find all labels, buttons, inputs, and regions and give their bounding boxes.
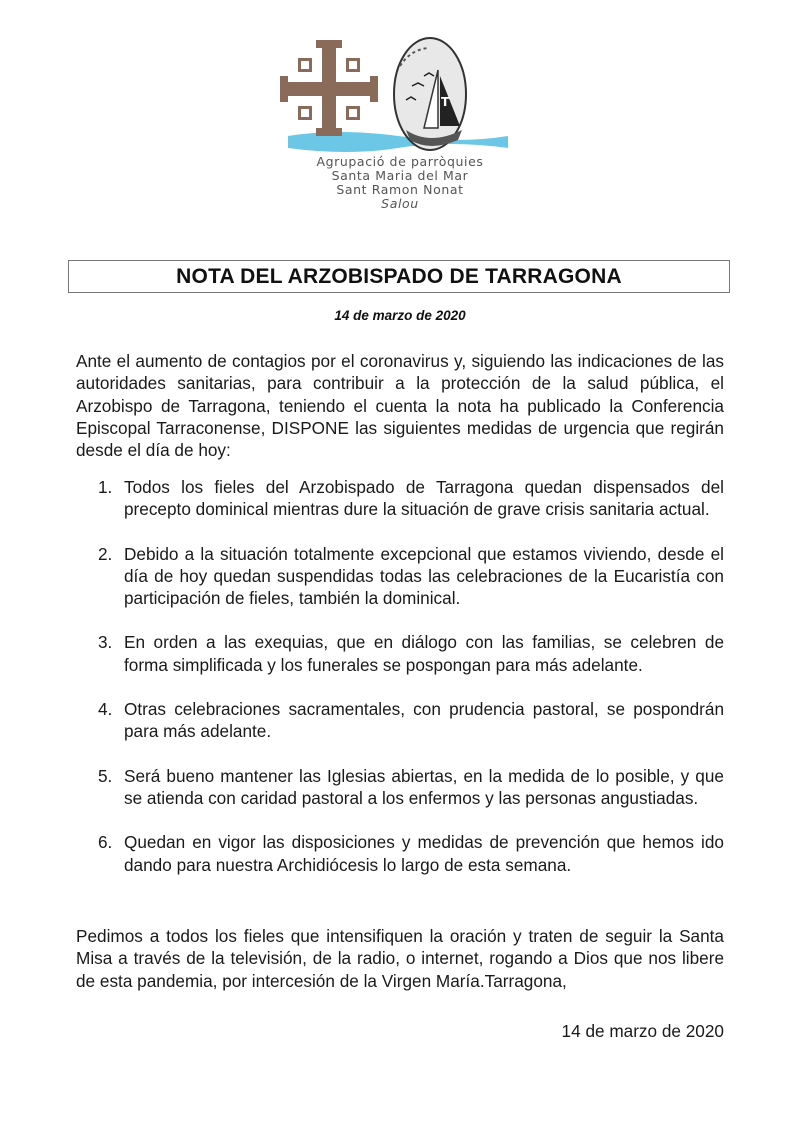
list-item	[76, 765, 724, 810]
list-item-text: Quedan en vigor las disposiciones y medidas de prevención que hemos ido dando para nuestra Archidiócesis lo largo de esta semana.	[124, 832, 724, 875]
list-item	[76, 631, 724, 676]
svg-text:T: T	[441, 95, 450, 109]
boat-oval-icon	[394, 38, 466, 150]
logo-emblem-icon	[278, 36, 518, 156]
list-item-number: 6.	[98, 832, 113, 853]
list-item	[76, 543, 724, 610]
list-item-number: 5.	[98, 765, 113, 786]
list-item-text: Debido a la situación totalmente excepcional que estamos viviendo, desde el día de hoy quedan suspendidas todas las celebraciones de la Eucaristía con participación de fieles, también la dominical.	[124, 543, 724, 609]
closing-paragraph: Pedimos a todos los fieles que intensifiquen la oración y traten de seguir la Santa Misa a través de la televisión, de la radio, o internet, rogando a Dios que nos libere de esta pandemia, por intercesión de la Virgen María.Tarragona,	[76, 926, 724, 991]
logo-line-4: Salou	[381, 196, 419, 211]
header-date: 14 de marzo de 2020	[334, 308, 466, 323]
list-item-number: 4.	[98, 699, 113, 720]
list-item	[76, 831, 724, 876]
logo-line-2: Santa Maria del Mar	[331, 168, 469, 183]
closing-date: 14 de marzo de 2020	[561, 1021, 724, 1041]
measures-list	[76, 476, 724, 898]
list-item-number: 3.	[98, 632, 113, 653]
list-item-text: Todos los fieles del Arzobispado de Tarragona quedan dispensados del precepto dominical mientras dure la situación de grave crisis sanitaria actual.	[124, 477, 724, 520]
list-item-text: Otras celebraciones sacramentales, con prudencia pastoral, se pospondrán para más adelante.	[124, 699, 724, 742]
list-item-number: 2.	[98, 543, 113, 564]
document-title: NOTA DEL ARZOBISPADO DE TARRAGONA	[176, 264, 622, 288]
logo-line-1: Agrupació de parròquies	[316, 154, 484, 169]
list-item	[76, 698, 724, 743]
cross-icon	[280, 40, 378, 136]
list-item-text: Será bueno mantener las Iglesias abiertas, en la medida de lo posible, y que se atienda con caridad pastoral a los enfermos y las personas angustiadas.	[124, 765, 724, 808]
title-box	[68, 260, 730, 293]
list-item	[76, 476, 724, 521]
intro-paragraph: Ante el aumento de contagios por el coronavirus y, siguiendo las indicaciones de las autoridades sanitarias, para contribuir a la protección de la salud pública, el Arzobispo de Tarragona, teniendo el cuenta la nota ha publicado la Conferencia Episcopal Tarraconense, DISPONE las siguientes medidas de urgencia que regirán desde el día de hoy:	[76, 351, 724, 461]
list-item-number: 1.	[98, 477, 113, 497]
logo-line-3: Sant Ramon Nonat	[336, 182, 464, 197]
list-item-text: En orden a las exequias, que en diálogo con las familias, se celebren de forma simplificada y los funerales se pospongan para más adelante.	[124, 632, 724, 675]
parish-logo	[0, 0, 800, 230]
